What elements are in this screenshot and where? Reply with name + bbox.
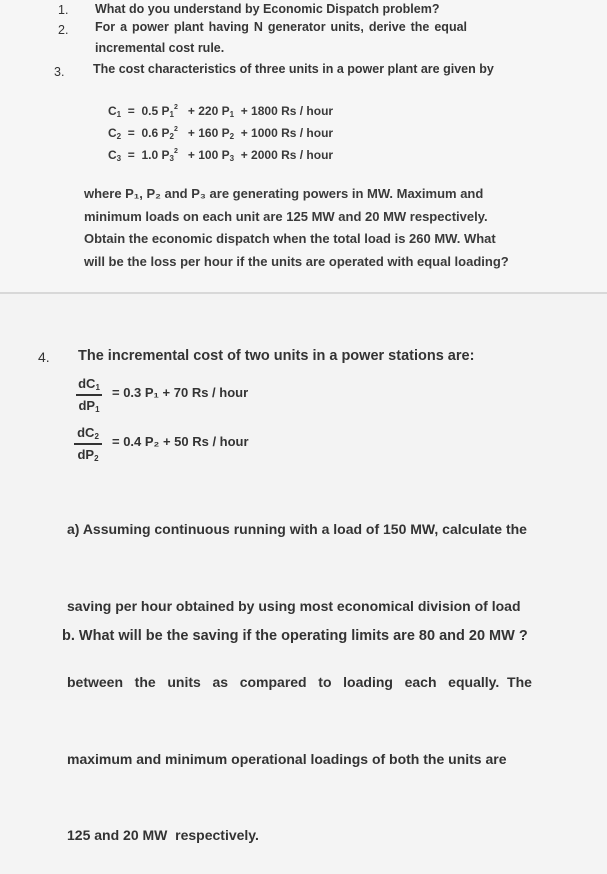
q3-number: 3.	[54, 65, 65, 79]
q4-equation-2-rhs: = 0.4 P₂ + 50 Rs / hour	[112, 434, 249, 449]
part-a-line: between the units as compared to loading each equally. The	[67, 674, 532, 690]
part-a-line: a) Assuming continuous running with a load of 150 MW, calculate the	[67, 521, 527, 537]
q2-text-line1: For a power plant having N generator units, derive the equal	[95, 20, 468, 34]
part-a-line: maximum and minimum operational loadings of both the units are	[67, 750, 507, 767]
part-a-line: 125 and 20 MW respectively.	[67, 827, 259, 843]
q2-number: 2.	[58, 23, 69, 37]
fraction-dC2-dP2: $dC_2$ $dP_2$	[74, 425, 102, 463]
q3-text: The cost characteristics of three units in a power plant are given by	[93, 62, 494, 76]
q4-part-b: b. What will be the saving if the operating limits are 80 and 20 MW ?	[62, 628, 528, 644]
q1-number: 1.	[58, 3, 69, 17]
cost-equation-1: $C_1 = 0.5$ $P_1^2$ + 220 $P_1 + 1800$ Rs / hour	[108, 104, 334, 119]
q3-paragraph-line: minimum loads on each unit are 125 MW and 20 MW respectively.	[84, 208, 488, 224]
part-a-line: saving per hour obtained by using most economical division of load	[67, 597, 521, 614]
q4-part-a	[67, 466, 532, 874]
q2-text-line2: incremental cost rule.	[95, 41, 225, 55]
cost-equation-2: $C_2 = 0.6$ $P_2^2$ + 160 $P_2 + 1000$ Rs / hour	[108, 126, 334, 141]
cost-equation-3: $C_3 = 1.0$ $P_3^2$ + 100 $P_3 + 2000$ Rs / hour	[108, 148, 334, 163]
q3-paragraph-line: where P₁, P₂ and P₃ are generating powers in MW. Maximum and	[84, 186, 484, 201]
q3-paragraph-line: Obtain the economic dispatch when the total load is 260 MW. What	[84, 231, 496, 246]
q1-text: What do you understand by Economic Dispatch problem?	[95, 2, 440, 16]
q4-intro: The incremental cost of two units in a power stations are:	[78, 348, 475, 364]
fraction-dC1-dP1: $dC_1$ $dP_1$	[76, 376, 102, 414]
q4-equation-1-rhs: = 0.3 P₁ + 70 Rs / hour	[112, 385, 249, 400]
q3-paragraph-line: will be the loss per hour if the units are operated with equal loading?	[84, 253, 509, 269]
q4-number: 4.	[38, 349, 50, 365]
q3-paragraph	[84, 183, 509, 273]
